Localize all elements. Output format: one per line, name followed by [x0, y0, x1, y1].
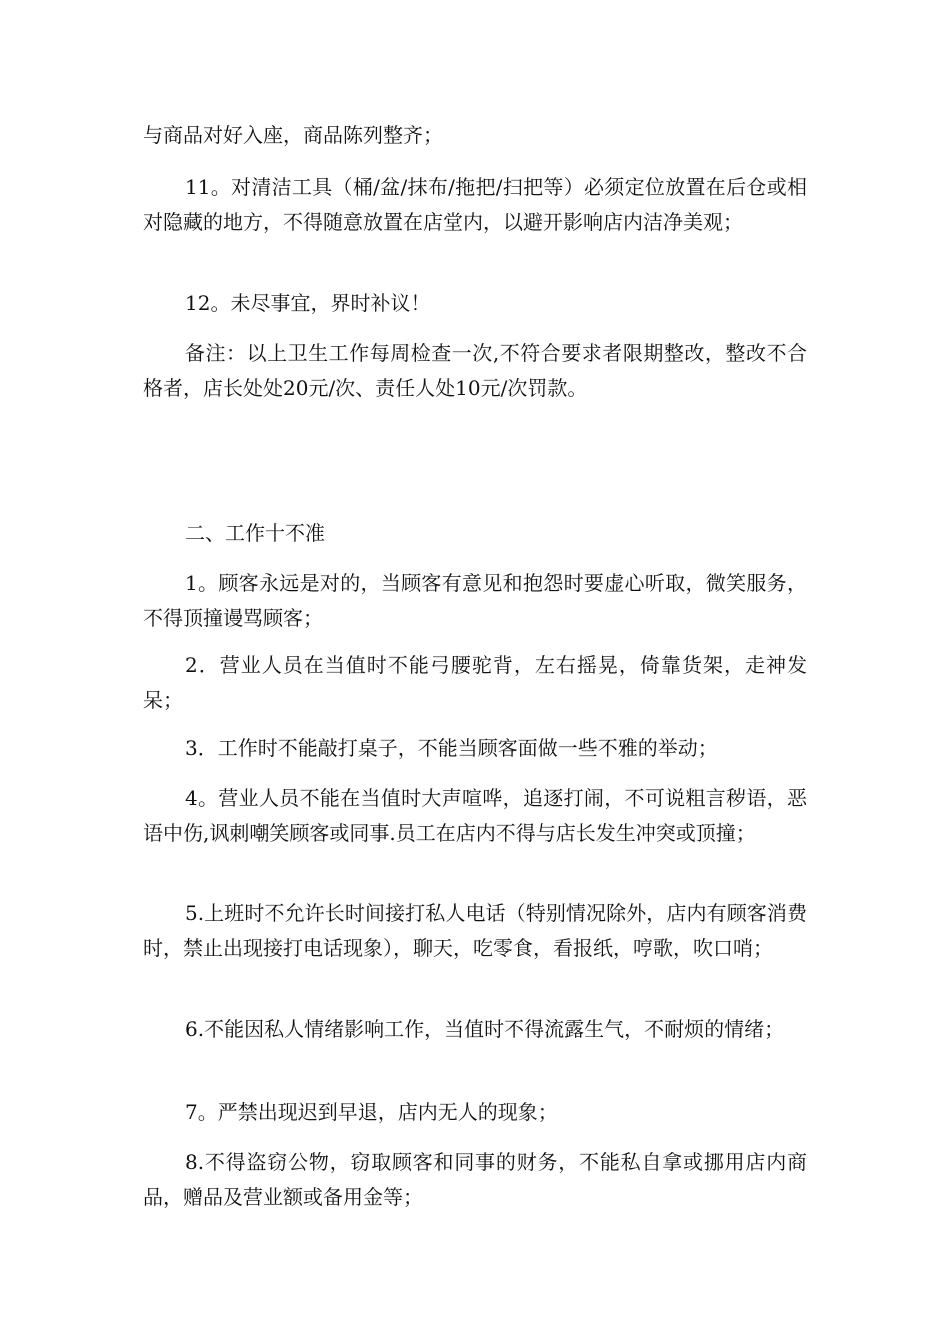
- paragraph-item-12: 12。未尽事宜，界时补议！: [185, 291, 431, 315]
- paragraph-continuation: 与商品对好入座，商品陈列整齐；: [143, 123, 443, 147]
- paragraph-remark: 备注：以上卫生工作每周检查一次,不符合要求者限期整改，整改不合格者，店长处处20元/次、责任人处10元/次罚款。: [143, 341, 807, 400]
- rule-item-2: 2．营业人员在当值时不能弓腰驼背，左右摇晃，倚靠货架，走神发呆；: [143, 653, 807, 712]
- rule-item-7: 7。严禁出现迟到早退，店内无人的现象；: [185, 1100, 558, 1124]
- rule-item-6: 6.不能因私人情绪影响工作，当值时不得流露生气，不耐烦的情绪；: [185, 1017, 785, 1041]
- rule-item-8: 8.不得盗窃公物，窃取顾客和同事的财务，不能私自拿或挪用店内商品，赠品及营业额或备用金等；: [143, 1150, 807, 1209]
- rule-item-4: 4。营业人员不能在当值时大声喧哗，追逐打闹，不可说粗言秽语，恶语中伤,讽刺嘲笑顾客或同事.员工在店内不得与店长发生冲突或顶撞；: [143, 786, 807, 845]
- rule-item-1: 1。顾客永远是对的，当顾客有意见和抱怨时要虚心听取，微笑服务，不得顶撞谩骂顾客；: [143, 571, 807, 630]
- section-heading: 二、工作十不准: [185, 521, 325, 545]
- rule-item-3: 3．工作时不能敲打桌子，不能当顾客面做一些不雅的举动；: [185, 736, 718, 760]
- rule-item-5: 5.上班时不允许长时间接打私人电话（特别情况除外，店内有顾客消费时，禁止出现接打电话现象），聊天，吃零食，看报纸，哼歌，吹口哨；: [143, 901, 807, 960]
- paragraph-item-11: 11。对清洁工具（桶/盆/抹布/拖把/扫把等）必须定位放置在后仓或相对隐藏的地方，不得随意放置在店堂内，以避开影响店内洁净美观；: [143, 175, 807, 234]
